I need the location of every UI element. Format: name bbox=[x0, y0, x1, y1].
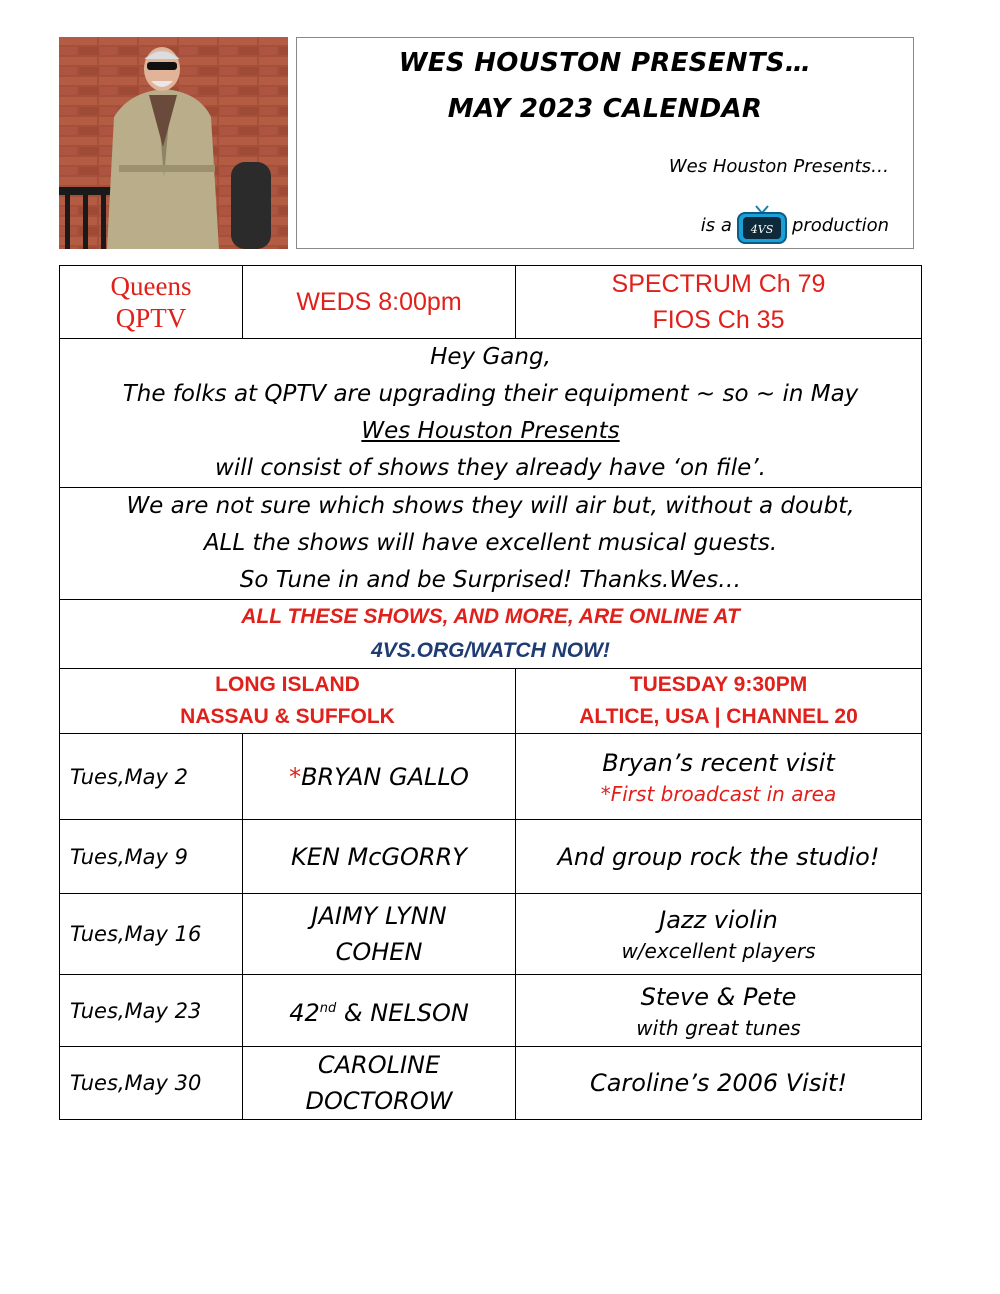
schedule-table bbox=[59, 265, 922, 1120]
show-note: Jazz violin w/excellent players bbox=[516, 894, 922, 975]
show-note: Bryan’s recent visit *First broadcast in area bbox=[516, 734, 922, 820]
long-island-time: TUESDAY 9:30PM ALTICE, USA | CHANNEL 20 bbox=[516, 669, 922, 734]
show-date: Tues,May 2 bbox=[60, 734, 243, 820]
calendar-title: MAY 2023 CALENDAR bbox=[447, 94, 763, 124]
online-row bbox=[60, 600, 922, 669]
presenter-photo bbox=[59, 37, 288, 249]
show-guest: KEN McGORRY bbox=[243, 820, 516, 894]
station-row bbox=[60, 266, 922, 339]
tv-logo-icon bbox=[736, 204, 788, 246]
production-prefix: is a bbox=[700, 214, 732, 236]
production-suffix: production bbox=[791, 214, 889, 236]
message-row-2 bbox=[60, 488, 922, 600]
station-channels: SPECTRUM Ch 79 FIOS Ch 35 bbox=[516, 266, 922, 339]
show-note: Caroline’s 2006 Visit! bbox=[516, 1047, 922, 1120]
message-intro: Hey Gang, The folks at QPTV are upgrading their equipment ~ so ~ in May Wes Houston Presents will consist of shows they already have ‘on file’. bbox=[60, 339, 922, 488]
station-time: WEDS 8:00pm bbox=[243, 266, 516, 339]
header-title: WES HOUSTON PRESENTS… bbox=[398, 48, 812, 78]
show-row bbox=[60, 894, 922, 975]
show-date: Tues,May 9 bbox=[60, 820, 243, 894]
show-guest: CAROLINE DOCTOROW bbox=[243, 1047, 516, 1120]
show-row bbox=[60, 975, 922, 1047]
show-guest: 42nd & NELSON bbox=[243, 975, 516, 1047]
show-guest: *BRYAN GALLO bbox=[243, 734, 516, 820]
show-date: Tues,May 30 bbox=[60, 1047, 243, 1120]
show-row bbox=[60, 820, 922, 894]
message-row-1 bbox=[60, 339, 922, 488]
online-notice: ALL THESE SHOWS, AND MORE, ARE ONLINE AT 4VS.ORG/WATCH NOW! bbox=[60, 600, 922, 669]
svg-text:4VS: 4VS bbox=[750, 223, 774, 236]
production-line: Wes Houston Presents… bbox=[668, 156, 889, 177]
show-date: Tues,May 16 bbox=[60, 894, 243, 975]
production-credit bbox=[701, 204, 889, 246]
header-box bbox=[296, 37, 914, 249]
station-name: Queens QPTV bbox=[60, 266, 243, 339]
long-island-region: LONG ISLAND NASSAU & SUFFOLK bbox=[60, 669, 516, 734]
message-body: We are not sure which shows they will air but, without a doubt, ALL the shows will have excellent musical guests. So Tune in and be Surprised! Thanks.Wes… bbox=[60, 488, 922, 600]
show-date: Tues,May 23 bbox=[60, 975, 243, 1047]
show-note: And group rock the studio! bbox=[516, 820, 922, 894]
show-note: Steve & Pete with great tunes bbox=[516, 975, 922, 1047]
long-island-row bbox=[60, 669, 922, 734]
show-row bbox=[60, 734, 922, 820]
watch-now-link[interactable]: 4VS.ORG/WATCH NOW! bbox=[371, 639, 610, 662]
show-guest: JAIMY LYNN COHEN bbox=[243, 894, 516, 975]
show-row bbox=[60, 1047, 922, 1120]
